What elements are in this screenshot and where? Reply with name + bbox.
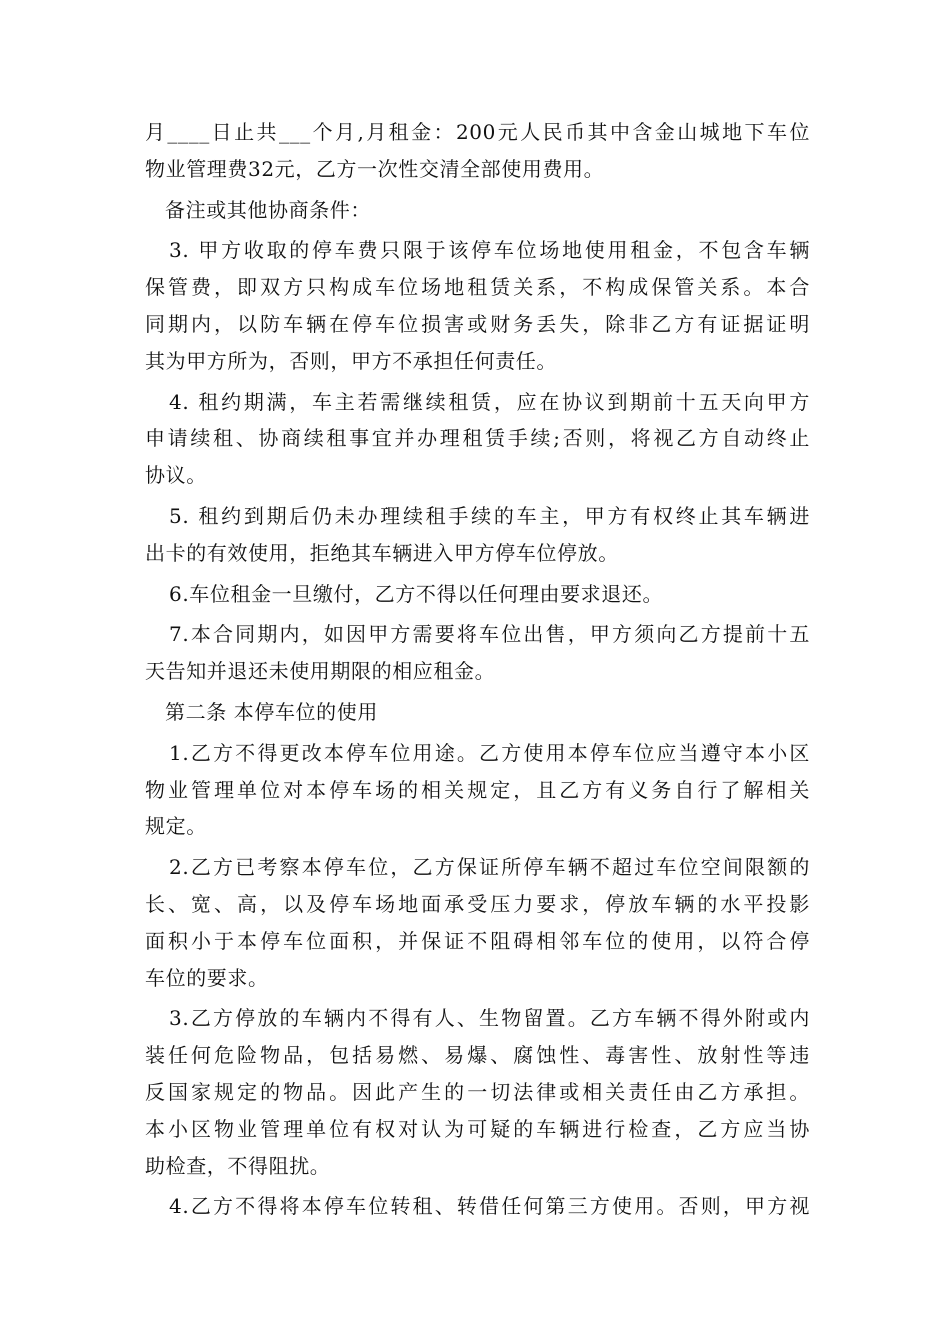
text-line: 协议。 <box>145 463 207 488</box>
text-line: 出卡的有效使用，拒绝其车辆进入甲方停车位停放。 <box>145 540 619 565</box>
text-line: 3. 甲方收取的停车费只限于该停车位场地使用租金，不包含车辆 <box>169 238 810 263</box>
text-line: 面积小于本停车位面积，并保证不阻碍相邻车位的使用，以符合停 <box>145 928 810 953</box>
text-line: 反国家规定的物品。因此产生的一切法律或相关责任由乙方承担。 <box>145 1079 810 1104</box>
text-line: 规定。 <box>145 814 207 839</box>
text-line: 装任何危险物品，包括易燃、易爆、腐蚀性、毒害性、放射性等违 <box>145 1043 810 1068</box>
text-line: 月____日止共___个月,月租金：200元人民币其中含金山城地下车位 <box>145 120 810 144</box>
text-line: 4.乙方不得将本停车位转租、转借任何第三方使用。否则，甲方视 <box>169 1194 810 1219</box>
text-line: 车位的要求。 <box>145 965 269 990</box>
text-line: 2.乙方已考察本停车位，乙方保证所停车辆不超过车位空间限额的 <box>169 855 810 880</box>
text-line: 6.车位租金一旦缴付，乙方不得以任何理由要求退还。 <box>169 581 664 606</box>
section-heading: 第二条 本停车位的使用 <box>165 699 378 724</box>
text-line: 4. 租约期满，车主若需继续租赁，应在协议到期前十五天向甲方 <box>169 389 810 414</box>
text-line: 7.本合同期内，如因甲方需要将车位出售，甲方须向乙方提前十五 <box>169 622 810 647</box>
text-line: 其为甲方所为，否则，甲方不承担任何责任。 <box>145 348 557 373</box>
text-line: 保管费，即双方只构成车位场地租赁关系，不构成保管关系。本合 <box>145 275 810 300</box>
text-line: 天告知并退还未使用期限的相应租金。 <box>145 659 496 684</box>
text-line: 1.乙方不得更改本停车位用途。乙方使用本停车位应当遵守本小区 <box>169 740 810 765</box>
text-line: 申请续租、协商续租事宜并办理租赁手续;否则，将视乙方自动终止 <box>145 426 810 451</box>
text-line: 3.乙方停放的车辆内不得有人、生物留置。乙方车辆不得外附或内 <box>169 1006 810 1031</box>
text-line: 物业管理费32元，乙方一次性交清全部使用费用。 <box>145 156 605 181</box>
document-page <box>145 114 810 1225</box>
text-line: 5. 租约到期后仍未办理续租手续的车主，甲方有权终止其车辆进 <box>169 503 810 528</box>
text-line: 同期内，以防车辆在停车位损害或财务丢失，除非乙方有证据证明 <box>145 311 810 336</box>
text-line: 物业管理单位对本停车场的相关规定，且乙方有义务自行了解相关 <box>145 777 810 802</box>
text-line: 长、宽、高，以及停车场地面承受压力要求，停放车辆的水平投影 <box>145 891 810 916</box>
text-line: 备注或其他协商条件： <box>165 197 371 222</box>
text-line: 本小区物业管理单位有权对认为可疑的车辆进行检查，乙方应当协 <box>145 1116 810 1141</box>
text-line: 助检查，不得阻扰。 <box>145 1153 331 1178</box>
